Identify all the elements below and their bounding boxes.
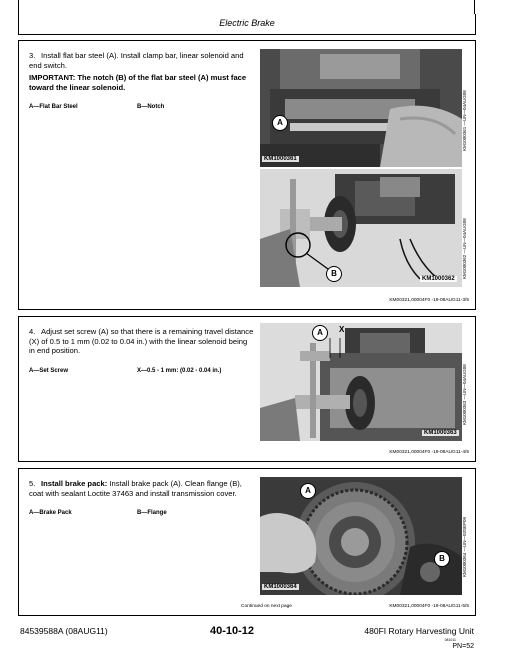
callout-a: A (312, 325, 328, 341)
print-date: 081011 (444, 638, 456, 642)
reference-code: KM00321,00004F0 -19-08AUG11-3/5 (389, 298, 469, 303)
callout-x: X (339, 325, 345, 334)
header-right-rule (474, 0, 475, 14)
legend (29, 509, 254, 519)
step-body: Install brake pack (A). Clean flange (B), coat with sealant Loctite 37463 and install transmission cover. (29, 479, 242, 498)
important-note: IMPORTANT: The notch (B) of the flat bar steel (A) must face toward the linear solenoid. (29, 73, 247, 92)
callout-a: A (272, 115, 288, 131)
photo-brake-pack (260, 477, 462, 595)
photo-flat-bar-steel-image (260, 49, 462, 167)
reference-code: KM00321,00004F0 -19-08AUG11-5/5 (389, 604, 469, 609)
photo-set-screw-image (260, 323, 462, 441)
step-number: 5. (29, 479, 36, 488)
step-instruction (29, 327, 254, 356)
legend-item-b: B—Notch (137, 104, 165, 111)
photo-set-screw (260, 323, 462, 441)
step-text-block (29, 51, 254, 113)
photo-id-label: KM1000361 (264, 156, 297, 162)
legend-item-a: A—Brake Pack (29, 510, 72, 517)
photo-notch-image (260, 169, 462, 287)
callout-b: B (326, 266, 342, 282)
legend-item-a: A—Set Screw (29, 367, 69, 374)
step-instruction (29, 51, 254, 70)
product-name: 480FI Rotary Harvesting Unit (364, 626, 474, 636)
callout-b: B (434, 551, 450, 567)
step-text-block (29, 479, 254, 519)
legend-item-b: B—Flange (137, 510, 167, 517)
photo-side-label: KM1000364 —UN—03SEP09 (462, 516, 467, 577)
legend-item-x: X—0.5 - 1 mm: (0.02 - 0.04 in.) (137, 367, 222, 374)
legend-item-a: A—Flat Bar Steel (29, 104, 78, 111)
photo-id-label: KM1000362 (422, 276, 455, 282)
reference-code: KM00321,00004F0 -19-08AUG11-4/5 (389, 450, 469, 455)
legend (29, 367, 254, 377)
step-number: 4. (29, 327, 36, 336)
photo-side-label: KM1000363 —UN—04AUG08 (462, 364, 467, 425)
page-title: Electric Brake (219, 18, 275, 28)
photo-notch (260, 169, 462, 287)
legend (29, 103, 254, 113)
step-heading: Install brake pack: (41, 479, 108, 488)
step-text-block (29, 327, 254, 376)
step-number: 3. (29, 51, 36, 60)
photo-brake-pack-image (260, 477, 462, 595)
step-body: Adjust set screw (A) so that there is a remaining travel distance (X) of 0.5 to 1 mm (0.02 to 0.04 in.) with the linear solenoid being in end position. (29, 327, 254, 356)
step-section-3 (18, 40, 476, 310)
photo-side-label: KM1000362 —UN—04AUG08 (462, 218, 467, 279)
header-left-rule (18, 0, 19, 14)
photo-id-label: KM1000363 (424, 430, 457, 436)
page-number: 40-10-12 (210, 625, 255, 637)
photo-flat-bar-steel (260, 49, 462, 167)
photo-id-label: KM1000364 (264, 584, 297, 590)
page-header (18, 14, 476, 35)
continued-note: Continued on next page (241, 604, 292, 609)
document-id: 84539588A (08AUG11) (20, 626, 108, 636)
callout-a: A (300, 483, 316, 499)
pn-number: PN=52 (452, 643, 474, 650)
step-body: Install flat bar steel (A). Install clamp bar, linear solenoid and end switch. (29, 51, 244, 70)
step-section-4 (18, 316, 476, 462)
step-section-5 (18, 468, 476, 616)
photo-side-label: KM1000361 —UN—04AUG08 (462, 90, 467, 151)
step-instruction (29, 479, 254, 498)
